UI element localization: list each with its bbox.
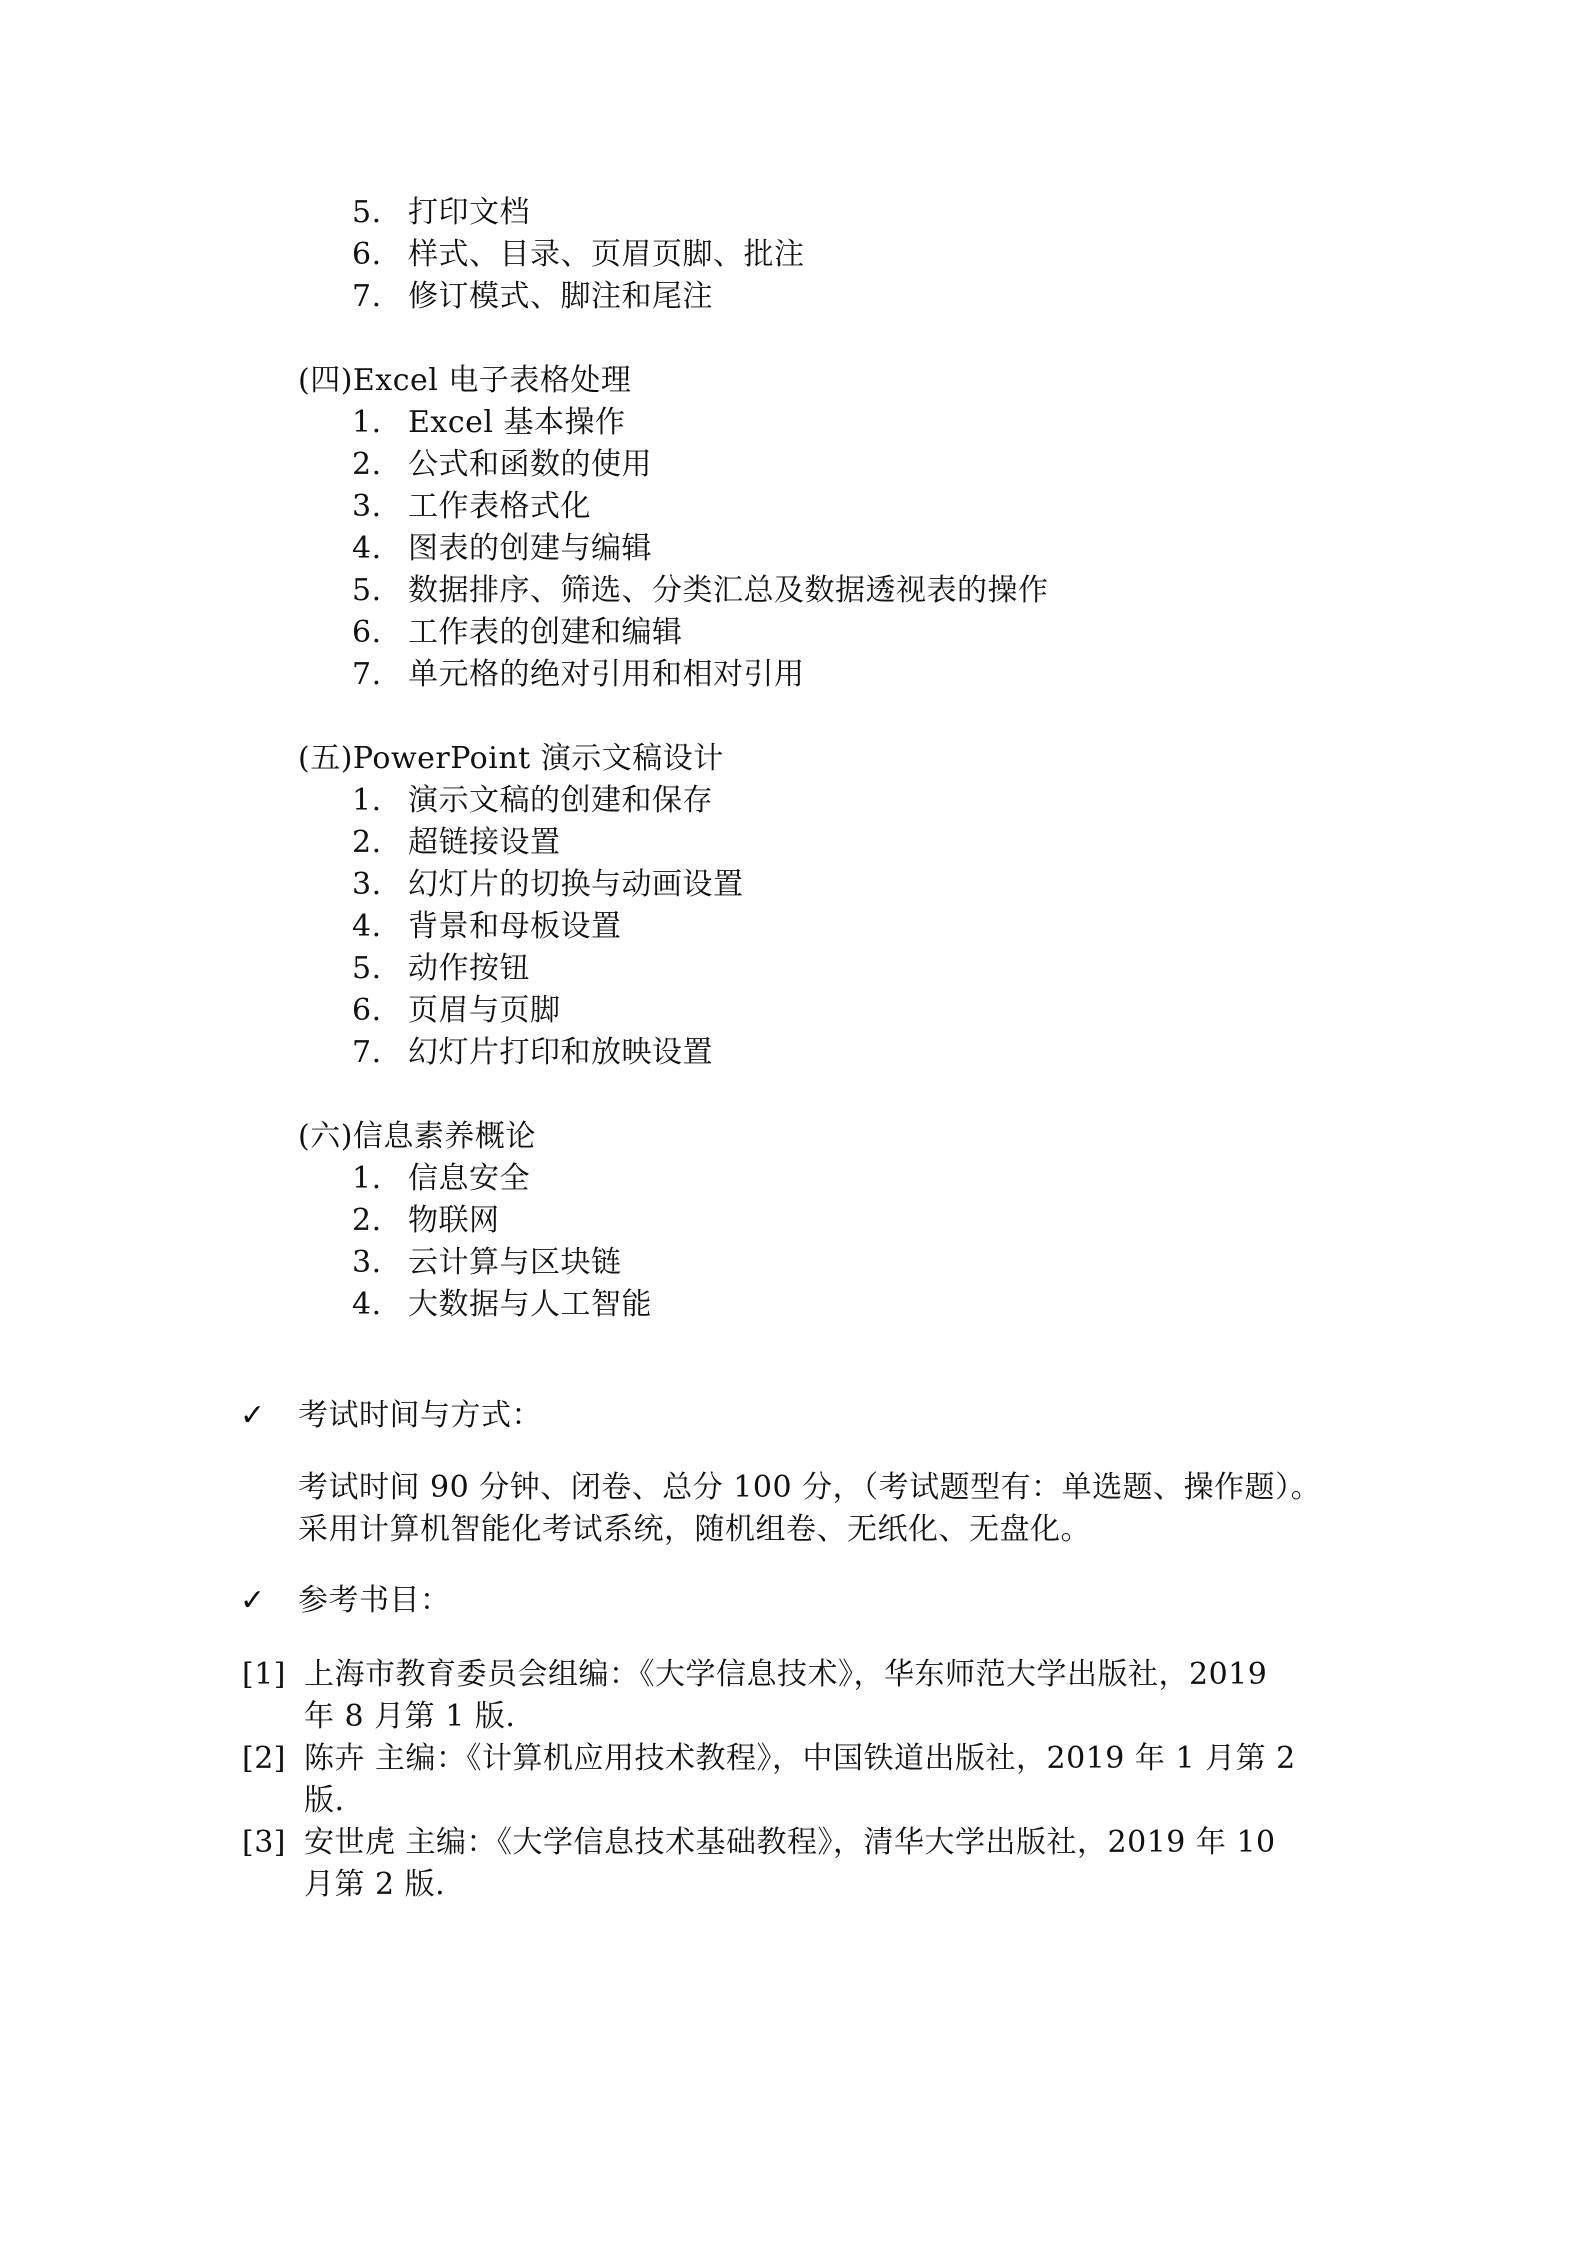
reference-tag: [1] — [242, 1657, 286, 1692]
item-text: 页眉与页脚 — [408, 993, 561, 1028]
list-item — [352, 990, 561, 1032]
list-item — [352, 192, 530, 234]
list-item — [352, 486, 591, 528]
list-item — [352, 234, 805, 276]
list-item — [352, 654, 805, 696]
item-text: 超链接设置 — [408, 825, 561, 860]
reference-text: 陈卉 主编：《计算机应用技术教程》，中国铁道出版社，2019 年 1 月第 2 — [304, 1741, 1296, 1776]
reference-item — [242, 1738, 1296, 1780]
item-number: 4. — [352, 531, 382, 566]
exam-line-1: 考试时间 90 分钟、闭卷、总分 100 分，（考试题型有：单选题、操作题）。 — [298, 1470, 1322, 1505]
item-text: 公式和函数的使用 — [408, 447, 652, 482]
reference-continuation: 月第 2 版. — [304, 1867, 446, 1902]
item-number: 5. — [352, 195, 382, 230]
item-text: 样式、目录、页眉页脚、批注 — [408, 237, 805, 272]
reference-item — [242, 1654, 1267, 1696]
item-text: 动作按钮 — [408, 951, 530, 986]
list-item — [352, 864, 744, 906]
item-text: 大数据与人工智能 — [408, 1287, 652, 1322]
exam-line-2: 采用计算机智能化考试系统，随机组卷、无纸化、无盘化。 — [298, 1512, 1091, 1547]
item-number: 6. — [352, 615, 382, 650]
item-number: 2. — [352, 825, 382, 860]
item-number: 7. — [352, 279, 382, 314]
reference-tag: [3] — [242, 1825, 286, 1860]
list-item — [352, 1242, 622, 1284]
list-item — [352, 1284, 652, 1326]
list-item — [352, 402, 626, 444]
item-text: 云计算与区块链 — [408, 1245, 622, 1280]
section-heading-excel: (四)Excel 电子表格处理 — [298, 363, 632, 398]
item-text: 信息安全 — [408, 1161, 530, 1196]
list-item — [352, 570, 1049, 612]
item-text: 物联网 — [408, 1203, 500, 1238]
exam-title: 考试时间与方式： — [298, 1398, 542, 1433]
item-number: 1. — [352, 405, 382, 440]
item-number: 5. — [352, 573, 382, 608]
item-text: 修订模式、脚注和尾注 — [408, 279, 713, 314]
section-heading-powerpoint: (五)PowerPoint 演示文稿设计 — [298, 741, 724, 776]
list-item — [352, 906, 622, 948]
item-number: 1. — [352, 783, 382, 818]
item-text: 数据排序、筛选、分类汇总及数据透视表的操作 — [408, 573, 1049, 608]
checkmark-icon: ✓ — [240, 1583, 266, 1618]
item-number: 7. — [352, 1035, 382, 1070]
item-text: 打印文档 — [408, 195, 530, 230]
list-item — [352, 1158, 530, 1200]
reference-continuation: 版. — [304, 1783, 345, 1818]
item-number: 2. — [352, 447, 382, 482]
item-number: 3. — [352, 867, 382, 902]
item-number: 5. — [352, 951, 382, 986]
item-number: 4. — [352, 909, 382, 944]
item-number: 6. — [352, 237, 382, 272]
section-heading-literacy: (六)信息素养概论 — [298, 1119, 536, 1154]
item-text: 单元格的绝对引用和相对引用 — [408, 657, 805, 692]
list-item — [352, 1200, 500, 1242]
item-number: 3. — [352, 489, 382, 524]
list-item — [352, 528, 652, 570]
checkmark-icon: ✓ — [240, 1398, 266, 1433]
item-text: 图表的创建与编辑 — [408, 531, 652, 566]
item-number: 4. — [352, 1287, 382, 1322]
list-item — [352, 822, 561, 864]
item-number: 3. — [352, 1245, 382, 1280]
reference-text: 安世虎 主编：《大学信息技术基础教程》，清华大学出版社，2019 年 10 — [304, 1825, 1276, 1860]
item-number: 7. — [352, 657, 382, 692]
list-item — [352, 444, 652, 486]
item-text: Excel 基本操作 — [408, 405, 626, 440]
item-number: 1. — [352, 1161, 382, 1196]
list-item — [352, 780, 713, 822]
item-text: 工作表格式化 — [408, 489, 591, 524]
item-number: 2. — [352, 1203, 382, 1238]
reference-item — [242, 1822, 1276, 1864]
list-item — [352, 276, 713, 318]
list-item — [352, 612, 683, 654]
reference-tag: [2] — [242, 1741, 286, 1776]
reference-text: 上海市教育委员会组编：《大学信息技术》，华东师范大学出版社，2019 — [304, 1657, 1268, 1692]
item-text: 工作表的创建和编辑 — [408, 615, 683, 650]
list-item — [352, 948, 530, 990]
item-number: 6. — [352, 993, 382, 1028]
reference-continuation: 年 8 月第 1 版. — [304, 1699, 516, 1734]
list-item — [352, 1032, 713, 1074]
item-text: 背景和母板设置 — [408, 909, 622, 944]
references-title: 参考书目： — [298, 1583, 451, 1618]
item-text: 幻灯片的切换与动画设置 — [408, 867, 744, 902]
item-text: 幻灯片打印和放映设置 — [408, 1035, 713, 1070]
item-text: 演示文稿的创建和保存 — [408, 783, 713, 818]
